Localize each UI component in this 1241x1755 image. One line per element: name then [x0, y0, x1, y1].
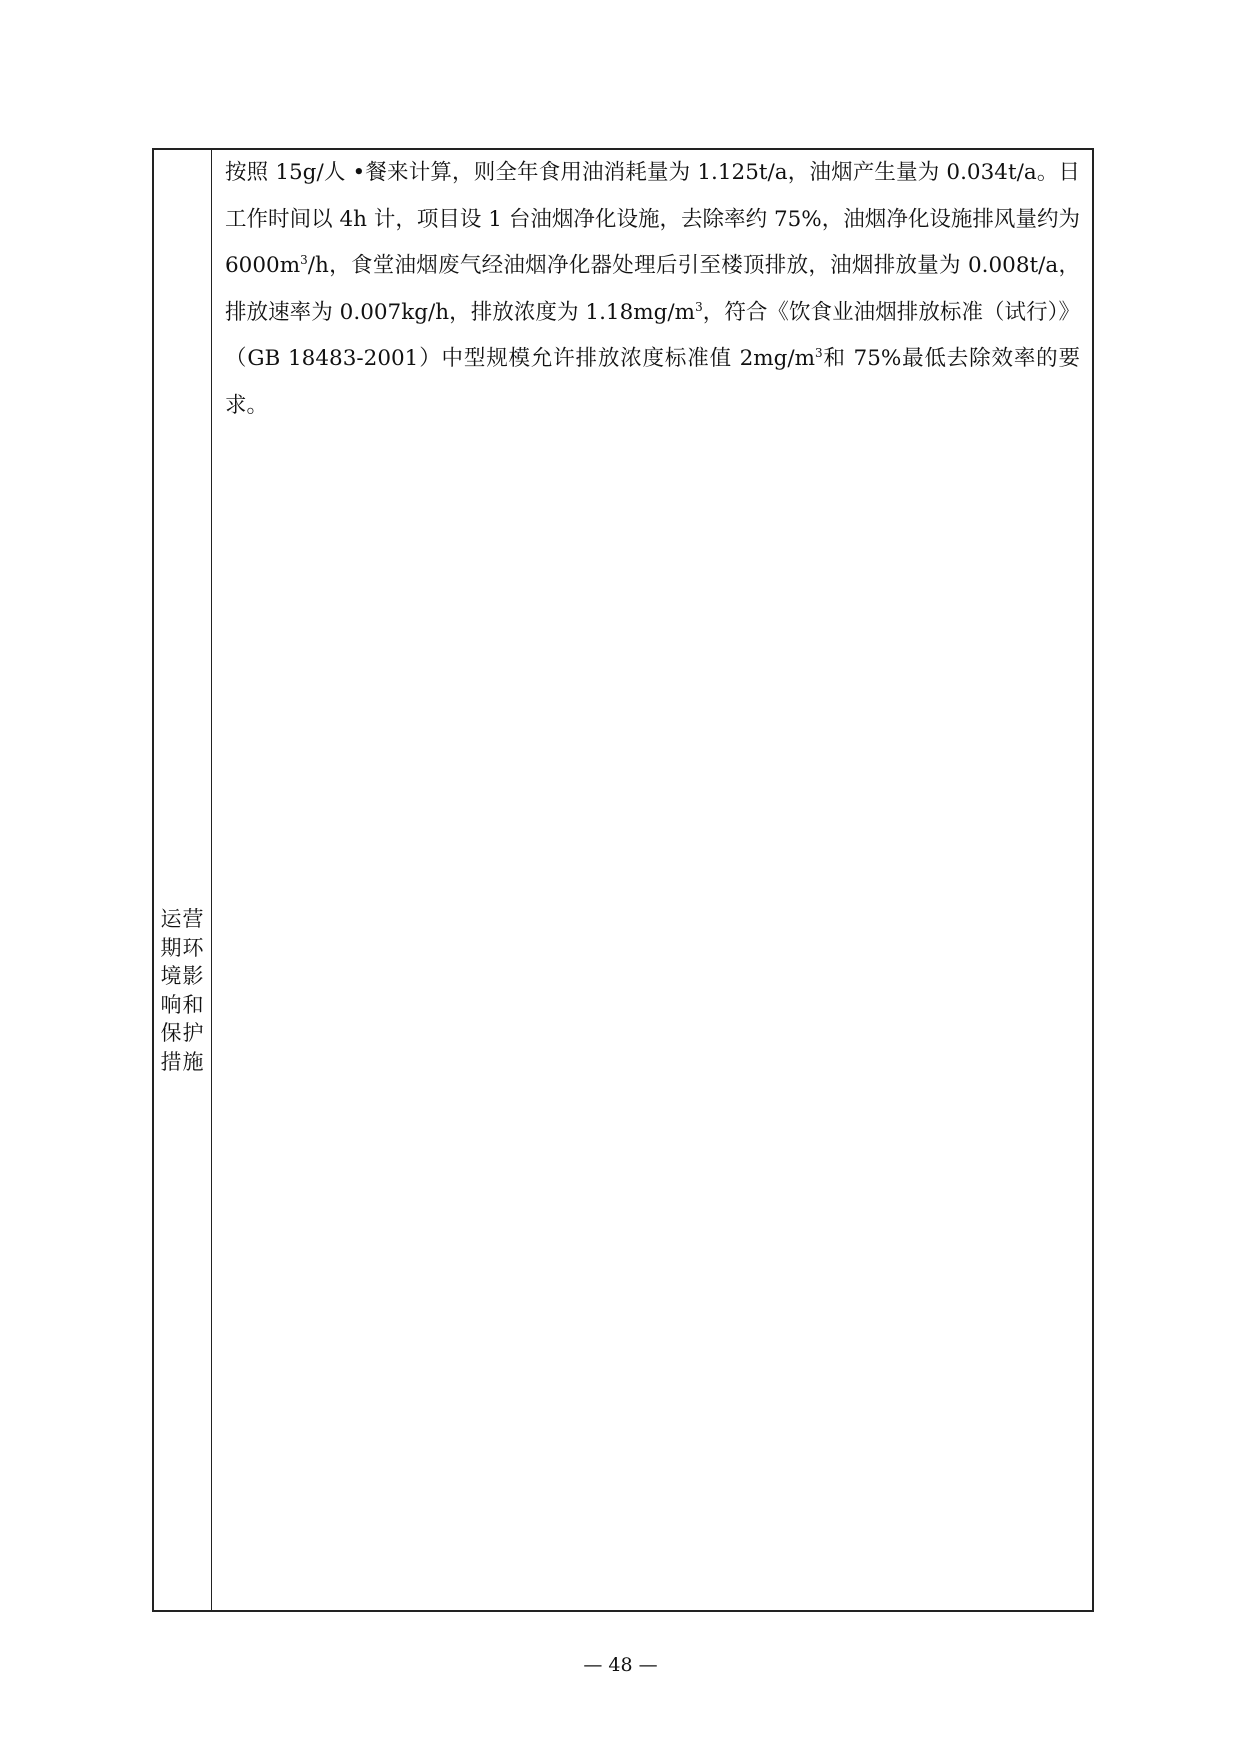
column-divider	[211, 150, 212, 1610]
paragraph-text: 按照 15g/人 •餐来计算，则全年食用油消耗量为 1.125t/a，油烟产生量为 0.034t/a。日工作时间以 4h 计，项目设 1 台油烟净化设施，去除率约 75%，油烟净化设施排风量约为 6000m	[225, 160, 1080, 278]
row-header-line: 境影	[160, 964, 205, 988]
paragraph-text: ，符合《饮食业油烟排放标准（试行）》（GB 18483-2001）中型规模允许排放浓度标准值 2mg/m	[225, 299, 1080, 371]
row-header-line: 响和	[160, 992, 205, 1017]
row-header-line: 期环	[160, 935, 205, 960]
row-header-operation-period-measures	[154, 905, 211, 1076]
superscript: 3	[695, 299, 703, 314]
page-number: — 48 —	[583, 1654, 658, 1676]
paragraph-text: /h，食堂油烟废气经油烟净化器处理后引至楼顶排放，油烟排放量为 0.008t/a，排放速率为 0.007kg/h，排放浓度为 1.18mg/m	[225, 253, 1080, 325]
paragraph-text: 和 75%最低去除效率的要求。	[225, 346, 1080, 418]
row-header-line: 措施	[160, 1049, 205, 1074]
measures-table	[152, 148, 1094, 1612]
cooking-fume-paragraph	[225, 150, 1080, 429]
superscript: 3	[815, 345, 823, 360]
superscript: 3	[300, 252, 308, 267]
row-header-line: 运营	[160, 907, 205, 931]
row-header-line: 保护	[160, 1021, 205, 1045]
